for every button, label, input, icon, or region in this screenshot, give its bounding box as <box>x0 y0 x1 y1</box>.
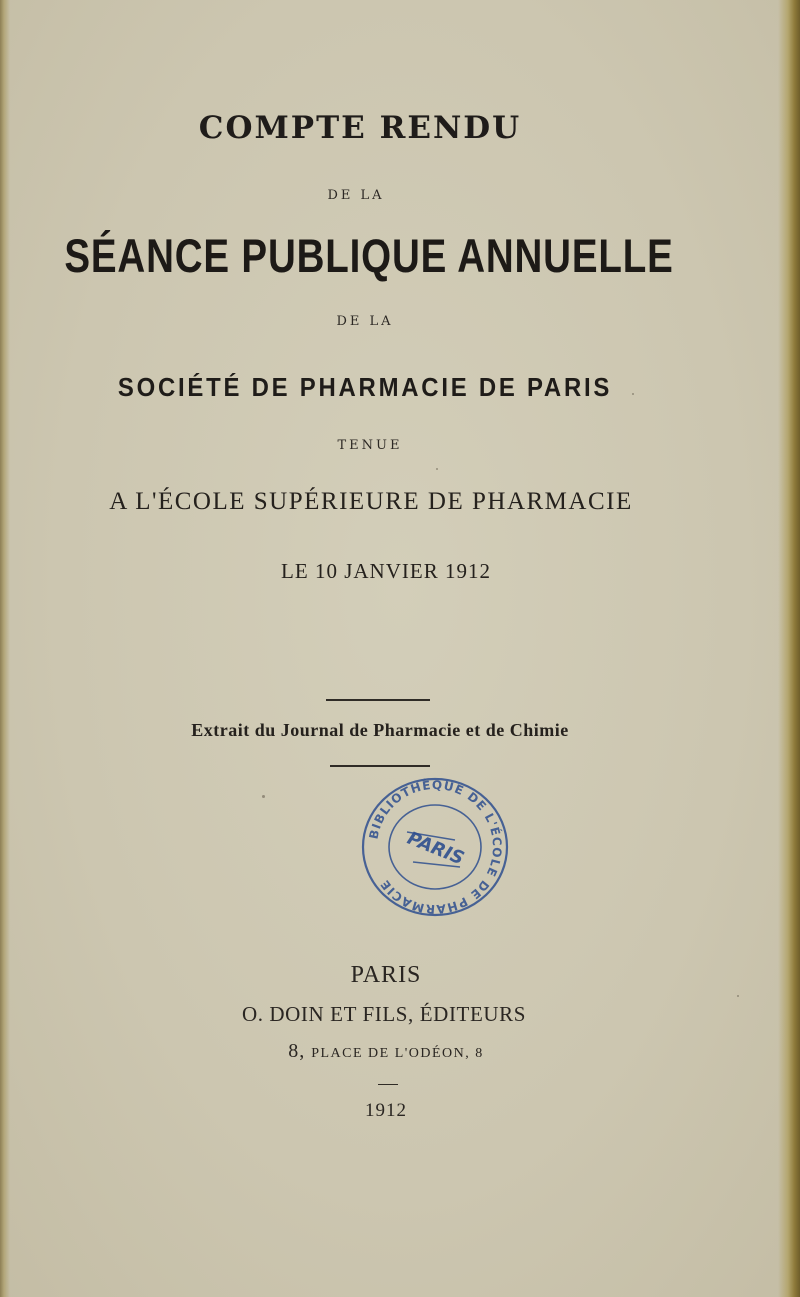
publication-year: 1912 <box>365 1100 407 1121</box>
document-title: COMPTE RENDU <box>198 110 522 146</box>
session-date: LE 10 JANVIER 1912 <box>281 559 491 583</box>
venue: A L'ÉCOLE SUPÉRIEURE DE PHARMACIE <box>109 488 633 515</box>
extract-note: Extrait du Journal de Pharmacie et de Chimie <box>191 720 569 740</box>
paper-speck <box>436 468 438 470</box>
connector-tenue: TENUE <box>337 438 403 453</box>
publisher-name: O. DOIN ET FILS, ÉDITEURS <box>241 1002 527 1026</box>
divider-small <box>378 1084 398 1085</box>
paper-speck <box>262 795 265 798</box>
paper-speck <box>632 393 634 395</box>
address-street: PLACE DE L'ODÉON, 8 <box>311 1046 484 1061</box>
connector-de-la-1: DE LA <box>327 188 385 203</box>
society-name: SOCIÉTÉ DE PHARMACIE DE PARIS <box>117 372 613 402</box>
address-number: 8, <box>288 1040 306 1062</box>
divider-top <box>326 699 430 701</box>
library-stamp <box>355 772 515 922</box>
connector-de-la-2: DE LA <box>336 314 394 329</box>
publisher-city: PARIS <box>350 962 422 988</box>
stamp-center-text: PARIS <box>404 827 467 870</box>
paper-speck <box>737 995 739 997</box>
session-title: SÉANCE PUBLIQUE ANNUELLE <box>64 229 674 282</box>
divider-bottom <box>330 765 430 767</box>
stamp-ring-text: BIBLIOTHÈQUE DE L'ÉCOLE DE PHARMACIE <box>366 777 505 917</box>
publisher-address <box>0 1040 786 1063</box>
